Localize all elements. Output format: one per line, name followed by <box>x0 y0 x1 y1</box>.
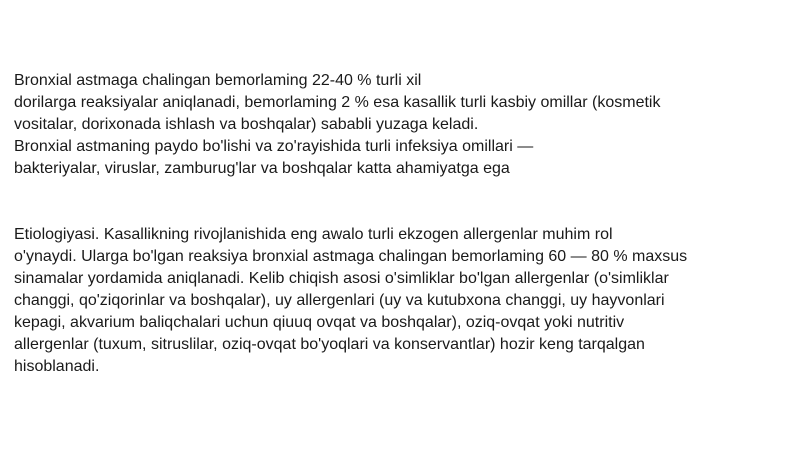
text-line: Etiologiyasi. Kasallikning rivojlanishida eng awalo turli ekzogen allergenlar muhim rol <box>14 226 613 243</box>
paragraph-2 <box>14 224 794 378</box>
text-line: o'ynaydi. Ularga bo'lgan reaksiya bronxial astmaga chalingan bemorlaming 60 — 80 % maxsus <box>14 248 688 265</box>
text-line: allergenlar (tuxum, sitruslilar, oziq-ovqat bo'yoqlari va konservantlar) hozir keng tarqalgan <box>14 336 645 353</box>
text-line: kepagi, akvarium baliqchalari uchun qiuuq ovqat va boshqalar), oziq-ovqat yoki nutritiv <box>14 314 625 331</box>
text-line: dorilarga reaksiyalar aniqlanadi, bemorlaming 2 % esa kasallik turli kasbiy omillar (kosmetik <box>14 94 661 111</box>
text-line: Bronxial astmaga chalingan bemorlaming 22-40 % turli xil <box>14 72 422 89</box>
paragraph-spacer <box>14 180 794 224</box>
paragraph-1 <box>14 70 794 180</box>
text-line: Bronxial astmaning paydo bo'lishi va zo'rayishida turli infeksiya omillari — <box>14 138 534 155</box>
text-line: hisoblanadi. <box>14 358 100 375</box>
document-body <box>14 70 794 378</box>
text-line: changgi, qo'ziqorinlar va boshqalar), uy allergenlari (uy va kutubxona changgi, uy hayvonlari <box>14 292 665 309</box>
text-line: sinamalar yordamida aniqlanadi. Kelib chiqish asosi o'simliklar bo'lgan allergenlar (o'simliklar <box>14 270 669 287</box>
text-line: bakteriyalar, viruslar, zamburug'lar va boshqalar katta ahamiyatga ega <box>14 160 510 177</box>
text-line: vositalar, dorixonada ishlash va boshqalar) sababli yuzaga keladi. <box>14 116 479 133</box>
